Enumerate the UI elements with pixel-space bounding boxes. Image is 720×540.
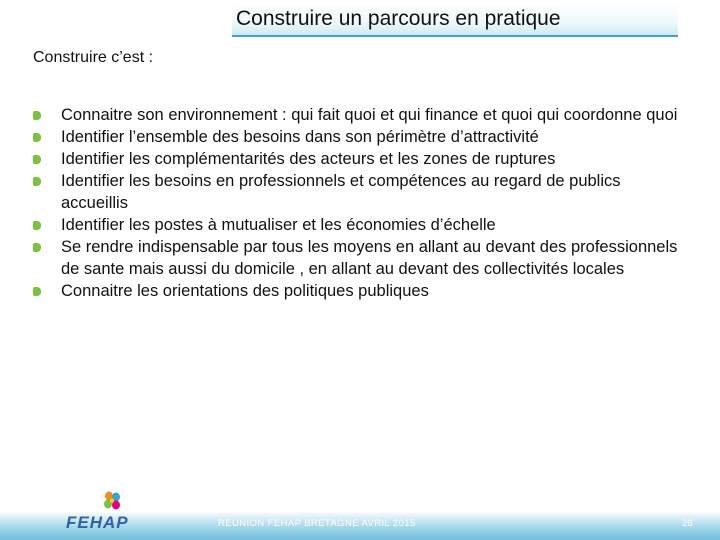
fehap-logo: [64, 490, 134, 534]
bullet-text: Connaitre son environnement : qui fait quoi et qui finance et quoi qui coordonne quoi: [61, 106, 678, 124]
slide-title: Construire un parcours en pratique: [236, 7, 561, 30]
bullet-item: [33, 214, 683, 236]
logo-text: FEHAP: [66, 513, 129, 532]
intro-text: Construire c’est :: [33, 49, 154, 66]
bullet-item: [33, 236, 683, 280]
bullet-marker-icon: [33, 111, 41, 120]
bullet-text: Identifier les postes à mutualiser et les économies d’échelle: [61, 216, 496, 234]
bullet-item: [33, 148, 683, 170]
bullet-marker-icon: [33, 177, 41, 186]
bullet-item: [33, 126, 683, 148]
footer-text: REUNION FEHAP BRETAGNE AVRIL 2015: [218, 518, 416, 529]
bullet-marker-icon: [33, 287, 41, 296]
bullet-marker-icon: [33, 133, 41, 142]
bullet-text: Identifier les complémentarités des acteurs et les zones de ruptures: [61, 150, 556, 168]
bullet-marker-icon: [33, 221, 41, 230]
bullet-text: Identifier l’ensemble des besoins dans son périmètre d’attractivité: [61, 128, 539, 146]
page-number: 26: [682, 518, 693, 529]
bullet-text: Identifier les besoins en professionnels et compétences au regard de publics accueillis: [61, 172, 621, 212]
bullet-text: Connaitre les orientations des politiques publiques: [61, 282, 429, 300]
bullet-item: [33, 104, 683, 126]
bullet-item: [33, 280, 683, 302]
bullet-marker-icon: [33, 155, 41, 164]
bullet-list: [33, 104, 683, 302]
bullet-item: [33, 170, 683, 214]
title-banner: [232, 4, 678, 37]
bullet-marker-icon: [33, 243, 41, 252]
bullet-text: Se rendre indispensable par tous les moyens en allant au devant des professionnels de sante mais aussi du domicile , en allant au devant des collectivités locales: [61, 238, 678, 278]
